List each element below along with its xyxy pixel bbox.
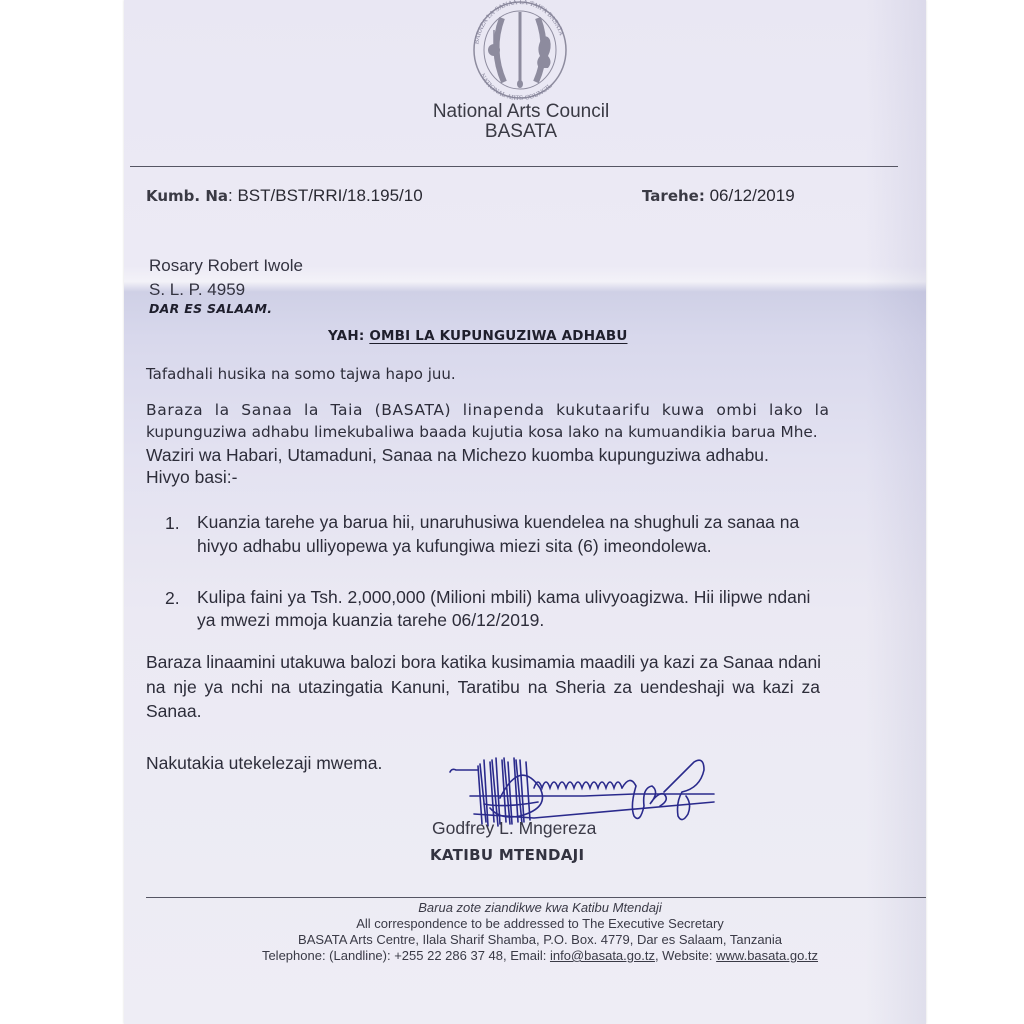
list-item-2-line-1: Kulipa faini ya Tsh. 2,000,000 (Milioni mbili) kama ulivyoagizwa. Hii ilipwe ndani	[197, 587, 811, 607]
header-divider	[130, 166, 898, 167]
org-abbrev: BASATA	[484, 121, 558, 142]
paragraph-2-line-1: Baraza linaamini utakuwa balozi bora katika kusimamia maadili ya kazi za Sanaa ndani	[146, 652, 822, 672]
footer-line-1: Barua zote ziandikwe kwa Katibu Mtendaji	[418, 900, 662, 915]
subject-text: OMBI LA KUPUNGUZIWA ADHABU	[369, 328, 628, 344]
basata-logo-icon	[460, 0, 580, 100]
list-item-1-line-2: hivyo adhabu ulliyopewa ya kufungiwa miezi sita (6) imeondolewa.	[197, 536, 712, 556]
footer-line-4	[230, 947, 850, 964]
paragraph-1-line-2: kupunguziwa adhabu limekubaliwa baada kujutia kosa lako na kumuandikia barua Mhe.	[146, 423, 818, 441]
logo-ring-text-top: BARAZA LA SANAA LA TAIFA BASATA	[473, 0, 565, 45]
list-item-2-line-2: ya mwezi mmoja kuanzia tarehe 06/12/2019.	[197, 610, 545, 630]
reference-separator: :	[228, 186, 238, 205]
footer-email-link[interactable]: info@basata.go.tz	[549, 948, 655, 963]
paragraph-2-line-3: Sanaa.	[146, 701, 202, 721]
signer-title: KATIBU MTENDAJI	[430, 846, 585, 864]
footer-website-link[interactable]: www.basata.go.tz	[716, 948, 819, 963]
footer-phone: Telephone: (Landline): +255 22 286 37 48, Email:	[261, 948, 550, 963]
footer-line-3: BASATA Arts Centre, Ilala Sharif Shamba, P.O. Box. 4779, Dar es Salaam, Tanzania	[298, 932, 782, 947]
recipient-name: Rosary Robert Iwole	[149, 256, 304, 275]
signer-name: Godfrey L. Mngereza	[432, 818, 597, 838]
paragraph-1-line-1: Baraza la Sanaa la Taia (BASATA) linapenda kukutaarifu kuwa ombi lako la	[146, 401, 830, 419]
subject-prefix: YAH:	[328, 328, 370, 344]
svg-text:NATIONAL ARTS COUNCIL	[478, 72, 553, 100]
date-label: Tarehe:	[642, 187, 705, 205]
recipient-po-box: S. L. P. 4959	[149, 280, 246, 299]
footer-website-prefix: , Website:	[654, 948, 717, 963]
paragraph-2-line-2: na nje ya nchi na utazingatia Kanuni, Taratibu na Sheria za uendeshaji wa kazi za	[146, 677, 821, 697]
footer-line-2: All correspondence to be addressed to The Executive Secretary	[356, 916, 724, 931]
date-value: 06/12/2019	[709, 186, 795, 205]
recipient-city: DAR ES SALAAM.	[149, 301, 273, 316]
subject-line	[328, 328, 628, 344]
paragraph-1-line-4: Hivyo basi:-	[146, 467, 238, 487]
closing-line: Nakutakia utekelezaji mwema.	[146, 753, 383, 773]
footer-divider	[146, 897, 926, 898]
reference-label: Kumb. Na	[146, 187, 229, 205]
intro-paragraph: Tafadhali husika na somo tajwa hapo juu.	[146, 365, 456, 383]
paragraph-1-line-3: Waziri wa Habari, Utamaduni, Sanaa na Michezo kuomba kupunguziwa adhabu.	[146, 445, 769, 465]
list-item-2-number: 2.	[165, 588, 180, 608]
letter-date	[642, 186, 795, 206]
list-item-1-line-1: Kuanzia tarehe ya barua hii, unaruhusiwa kuendelea na shughuli za sanaa na	[197, 512, 800, 532]
logo-ring-text-bottom: NATIONAL ARTS COUNCIL	[478, 72, 554, 100]
org-name: National Arts Council	[432, 101, 610, 122]
list-item-1-number: 1.	[165, 513, 180, 533]
reference-value: BST/BST/RRI/18.195/10	[237, 186, 423, 205]
reference-number	[146, 186, 423, 206]
